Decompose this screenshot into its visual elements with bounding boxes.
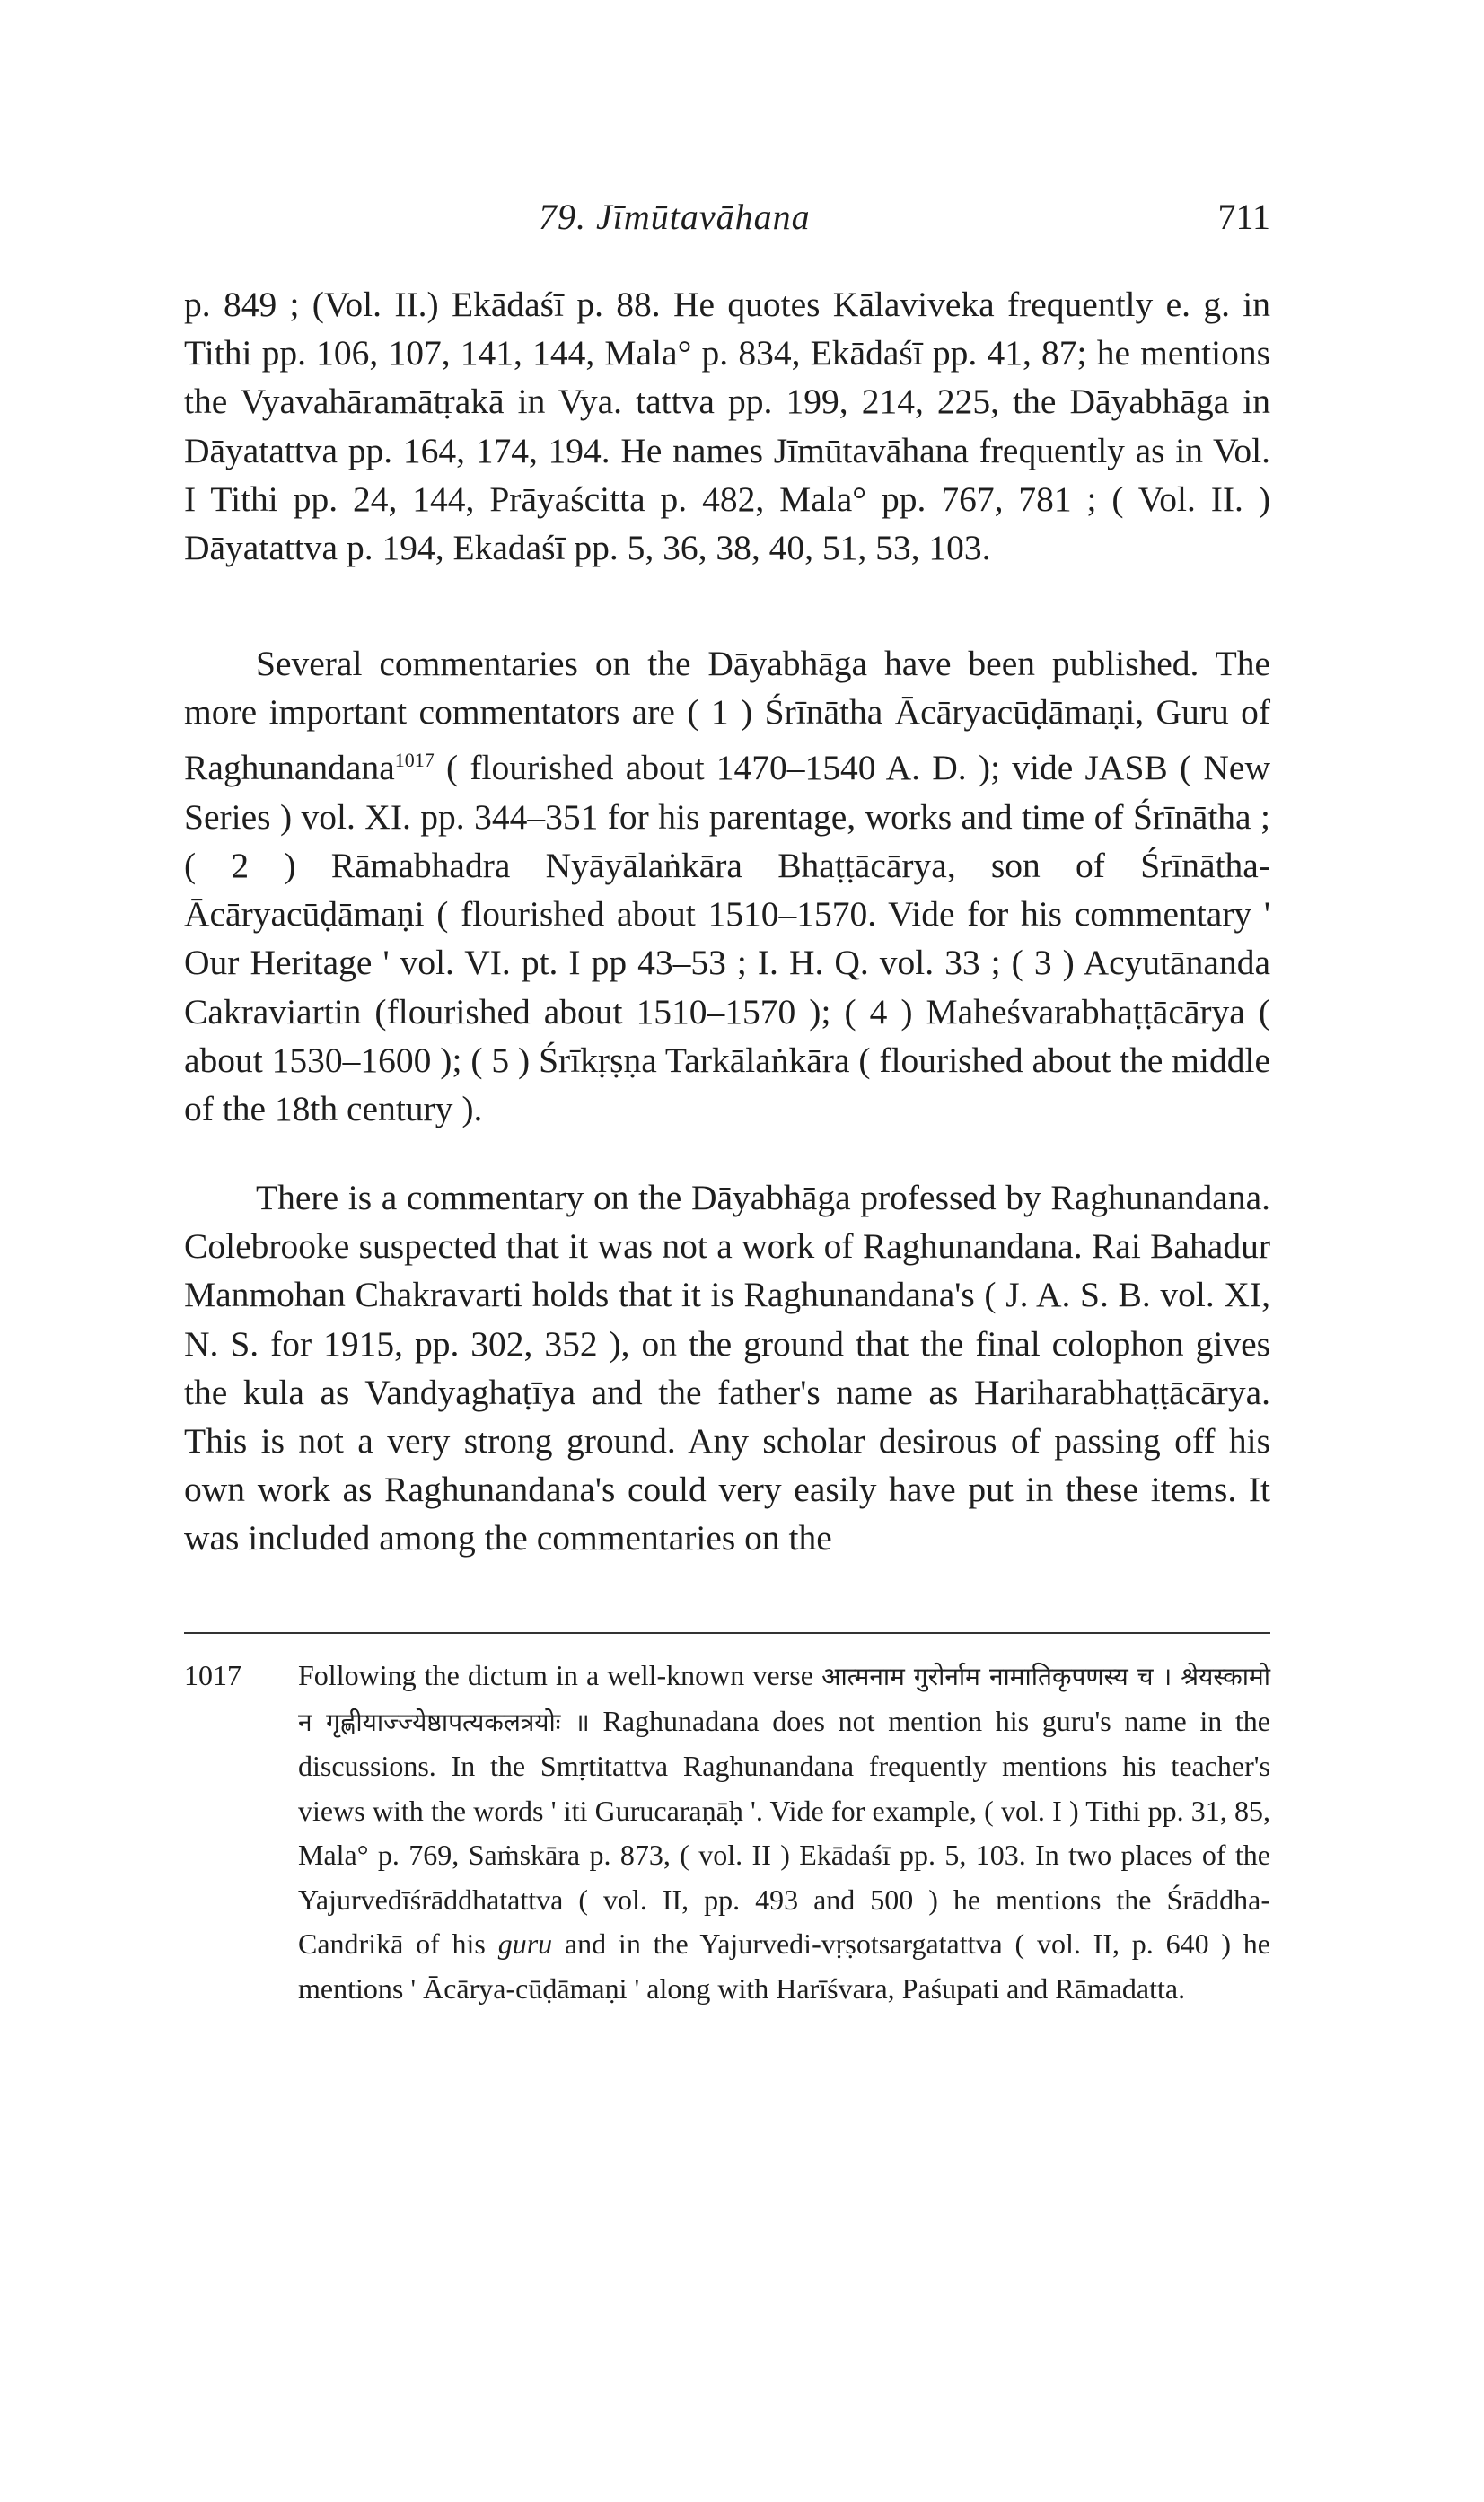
footnote-number: 1017 bbox=[184, 1659, 241, 1691]
sanskrit-verse: आत्मनाम गुरोर्नाम नामातिकृपणस्य च । श्रेयस्कामो न गृह्णीयाज्ज्येष्ठापत्यकलत्रयोः ॥ bbox=[298, 1662, 1271, 1737]
running-head: 79. Jīmūtavāhana bbox=[539, 197, 811, 237]
page-number: 711 bbox=[1217, 197, 1270, 237]
footnote-guru-word: guru bbox=[497, 1927, 553, 1960]
footnote-body: Raghunadana does not mention his guru's name in the discussions. In the Smṛtitattva Raghunandana frequently mentions his teacher's views with the words ' iti Gurucaraṇāḥ '. Vide for example, ( vol. I ) Tithi pp. 31, 85, Mala° p. 769, Saṁskāra p. 873, ( vol. II ) Ekādaśī pp. 5, 103. In two places of the Yajurvedīśrāddhatattva ( vol. II, pp. 493 and 500 ) he mentions the Śrāddha-Candrikā of his bbox=[298, 1704, 1270, 1960]
footnote-text bbox=[298, 1654, 1270, 2011]
paragraph-2 bbox=[184, 639, 1270, 1133]
paragraph-3: There is a commentary on the Dāyabhāga professed by Raghunandana. Colebrooke suspected that it was not a work of Raghunandana. Rai Bahadur Manmohan Chakravarti holds that it is Raghunandana's ( J. A. S. B. vol. XI, N. S. for 1915, pp. 302, 352 ), on the ground that the final colophon gives the kula as Vandyaghaṭīya and the father's name as Hariharabhaṭṭācārya. This is not a very strong ground. Any scholar desirous of passing off his own work as Raghunandana's could very easily have put in these items. It was included among the commentaries on the bbox=[184, 1178, 1270, 1558]
paragraph-2-rest: ( flourished about 1470–1540 A. D. ); vide JASB ( New Series ) vol. XI. pp. 344–351 for his parentage, works and time of Śrīnātha ; ( 2 ) Rāmabhadra Nyāyālaṅkāra Bhaṭṭācārya, son of Śrīnātha-Ācāryacūḍāmaṇi ( flourished about 1510–1570. Vide for his commentary ' Our Heritage ' vol. VI. pt. I pp 43–53 ; I. H. Q. vol. 33 ; ( 3 ) Acyutānanda Cakraviartin (flourished about 1510–1570 ); ( 4 ) Maheśvarabhaṭṭācārya ( about 1530–1600 ); ( 5 ) Śrīkṛṣṇa Tarkālaṅkāra ( flourished about the middle of the 18th century ). bbox=[184, 748, 1270, 1128]
paragraph-2-start: Several commentaries on the Dāyabhāga have been published. The more important commentators are ( 1 ) Śrīnātha Ācāryacūḍāmaṇi, Guru of Raghunandana bbox=[184, 644, 1270, 788]
page-header bbox=[184, 196, 1270, 250]
footnote-divider bbox=[184, 1632, 1270, 1634]
footnote-intro: Following the dictum in a well-known verse bbox=[298, 1659, 822, 1691]
footnote-ref-1017: 1017 bbox=[394, 749, 435, 772]
footnote-end: and in the Yajurvedi-vṛṣotsargatattva ( vol. II, p. 640 ) he mentions ' Ācārya-cūḍāmaṇi ' along with Harīśvara, Paśupati and Rāmadatta. bbox=[298, 1927, 1271, 2005]
paragraph-1: p. 849 ; (Vol. II.) Ekādaśī p. 88. He quotes Kālaviveka frequently e. g. in Tithi pp. 106, 107, 141, 144, Mala° p. 834, Ekādaśī pp. 41, 87; he mentions the Vyavahāramātṛakā in Vya. tattva pp. 199, 214, 225, the Dāyabhāga in Dāyatattva pp. 164, 174, 194. He names Jīmūtavāhana frequently as in Vol. I Tithi pp. 24, 144, Prāyaścitta p. 482, Mala° pp. 767, 781 ; ( Vol. II. ) Dāyatattva p. 194, Ekadaśī pp. 5, 36, 38, 40, 51, 53, 103. bbox=[184, 285, 1270, 568]
